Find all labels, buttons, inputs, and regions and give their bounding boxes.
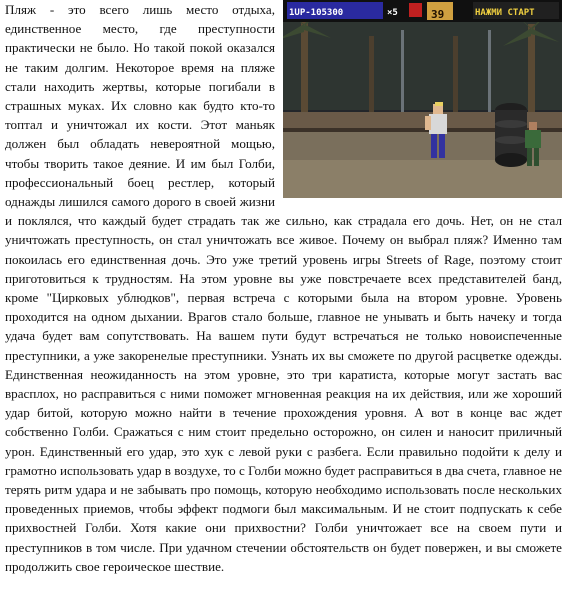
game-screenshot bbox=[283, 0, 562, 198]
stage-timer: 39 bbox=[431, 8, 445, 21]
tire-stack bbox=[495, 103, 527, 167]
player2-status: НАЖМИ СТАРТ bbox=[475, 8, 535, 18]
game-scene bbox=[283, 0, 562, 198]
article bbox=[5, 0, 562, 576]
player-score: 1UP-105300 bbox=[289, 8, 344, 18]
lives-counter: ×5 bbox=[387, 8, 398, 18]
article-text: Пляж - это всего лишь место отдыха, единственное место, где преступности практически не было. Но такой покой оказался не таким долгим. Некоторое время на пляже стали находить жертвы, которые погибали в страшных муках. Их словно как будто кто-то топтал и уничтожал их кости. Этот маньяк должен был обладать невероятной мощью, чтобы творить такое деяние. И им был Голби, профессиональный боец рестлер, который однажды лишился самого дорого в своей жизни и поклялся, что каждый будет страдать так же сильно, как страдала его дочь. Нет, он не стал уничтожать преступность, он стал уничтожать все живое. Почему он выбрал пляж? Именно там покоилась его единственная дочь. Это уже третий уровень игры Streets of Rage, поэтому стоит приготовиться к трудностям. На этом уровне вы уже повстречаете всех представителей банд, кроме "Цирковых ублюдков", первая встреча с которыми была на втором уровне. Уровень проходится на одном дыхании. Врагов стало больше, главное не унывать и быть начеку и тогда удача будет вам сопутствовать. На вашем пути будут встречаться не только новоиспеченные преступники, а уже закоренелые преступники. Узнать их вы сможете по другой расцветке одежды. Единственная неожиданность на этом уровне, это три каратиста, которые могут застать вас врасплох, но расправиться с ними поможет мгновенная реакция на их действия, или же хороший удар битой, которую можно найти в течение прохождения уровня. А вот в конце вас ждет собственно Голби. Сражаться с ним стоит предельно осторожно, он силен и наносит приличный урон. Единственный его удар, это хук с левой руки с разбега. Если правильно подойти к делу и грамотно использовать удар в воздухе, то с Голби можно будет расправиться в два счета, главное не терять ритм удара и не забывать про помощь, которую необходимо использовать после нескольких проведенных приемов, чтобы эффект подмоги был максимальным. И не стоит подпускать к себе прихвостней Голби. Хотя какие они прихвостни? Голби уничтожает все на своем пути и преступников в том числе. При удачном стечении обстоятельств он будет повержен, и вы сможете продолжить свое героическое шествие. bbox=[5, 2, 562, 574]
